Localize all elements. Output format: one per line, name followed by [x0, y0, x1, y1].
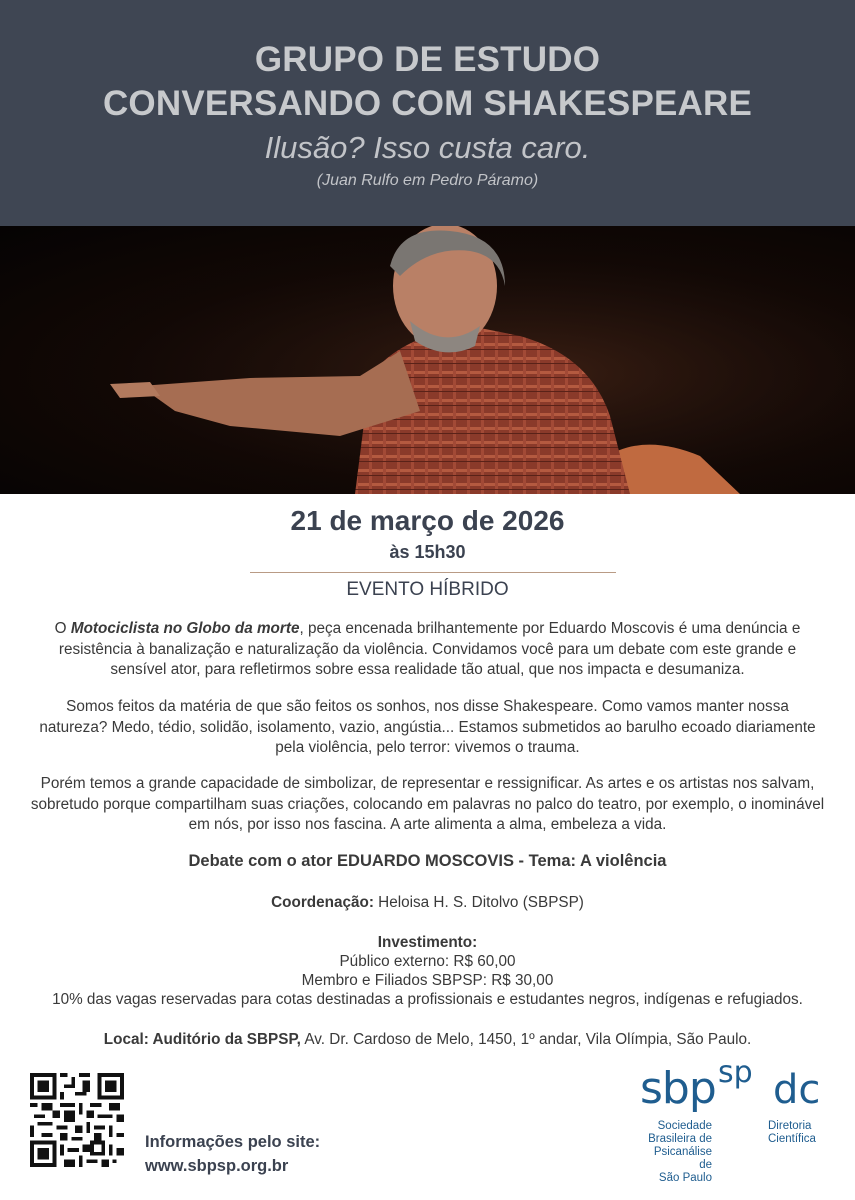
epigraph-citation: (Juan Rulfo em Pedro Páramo)	[316, 172, 539, 189]
intro-prefix: O	[54, 620, 71, 637]
arts-paragraph: Porém temos a grande capacidade de simbolizar, de representar e ressignificar. As artes e os artistas nos salvam, sobretudo porque compartilham suas criações, colocando em palavras no palco do teatro, por exemplo, o inominável em nós, por isso nos fascina. A arte alimenta a alma, embeleza a vida.	[30, 775, 825, 833]
logo-dc-text: dc	[773, 1067, 821, 1113]
debate-title: Debate com o ator EDUARDO MOSCOVIS - Tema: A violência	[188, 852, 667, 870]
quota-note: 10% das vagas reservadas para cotas destinadas a profissionais e estudantes negros, indígenas e refugiados.	[52, 991, 803, 1008]
coordination-value: Heloisa H. S. Ditolvo (SBPSP)	[373, 894, 584, 911]
org-line-1: Sociedade	[657, 1120, 712, 1132]
investment-section	[0, 933, 855, 1009]
intro-text: , peça encenada brilhantemente por Eduardo Moscovis é uma denúncia e resistência à banalização e naturalização da violência. Convidamos você para um debate com este grande e sensível ator, para refletirmos sobre essa realidade tão atual, que nos impacta e desumaniza.	[58, 620, 801, 678]
logo-sbp-text: sbp	[640, 1063, 716, 1114]
info-label: Informações pelo site:	[145, 1133, 321, 1151]
dir-line-1: Diretoria	[768, 1120, 812, 1132]
org-line-3: Psicanálise de	[653, 1146, 712, 1171]
org-line-2: Brasileira de	[648, 1133, 712, 1145]
dir-line-2: Científica	[768, 1133, 816, 1145]
event-date: 21 de março de 2026	[290, 505, 565, 536]
event-series-title: GRUPO DE ESTUDO	[254, 40, 601, 79]
actor-photo	[0, 226, 855, 494]
play-title: Motociclista no Globo da morte	[70, 620, 300, 637]
logo-organization-name	[640, 1120, 712, 1185]
event-group-title: CONVERSANDO COM SHAKESPEARE	[102, 84, 753, 123]
header-banner	[0, 0, 855, 226]
coordination	[0, 894, 855, 912]
investment-label: Investimento:	[377, 934, 478, 951]
intro-paragraph	[30, 619, 825, 681]
location-label: Local: Auditório da SBPSP,	[103, 1031, 301, 1048]
site-link[interactable]: www.sbpsp.org.br	[145, 1157, 289, 1175]
info-block	[145, 1130, 320, 1178]
coordination-label: Coordenação:	[271, 894, 374, 911]
org-line-4: São Paulo	[658, 1172, 712, 1184]
qr-code[interactable]	[30, 1073, 124, 1167]
epigraph-quote: Ilusão? Isso custa caro.	[264, 130, 591, 165]
event-mode: EVENTO HÍBRIDO	[346, 579, 509, 600]
logo-directorate-name	[768, 1120, 816, 1146]
shakespeare-paragraph: Somos feitos da matéria de que são feitos os sonhos, nos disse Shakespeare. Como vamos manter nossa natureza? Medo, tédio, solidão, isolamento, vazio, angústia... Estamos submetidos ao barulho ecoado diariamente pela violência, pelo terror: vivemos o trauma.	[39, 698, 816, 756]
price-members: Membro e Filiados SBPSP: R$ 30,00	[301, 972, 554, 989]
event-time: às 15h30	[389, 542, 466, 562]
price-external: Público externo: R$ 60,00	[339, 953, 516, 970]
location-address: Av. Dr. Cardoso de Melo, 1450, 1º andar, Vila Olímpia, São Paulo.	[300, 1031, 752, 1048]
sbpsp-dc-logo	[640, 1055, 840, 1184]
logo-sp-superscript: sp	[718, 1055, 753, 1090]
location	[0, 1031, 855, 1049]
divider-line	[250, 572, 616, 573]
